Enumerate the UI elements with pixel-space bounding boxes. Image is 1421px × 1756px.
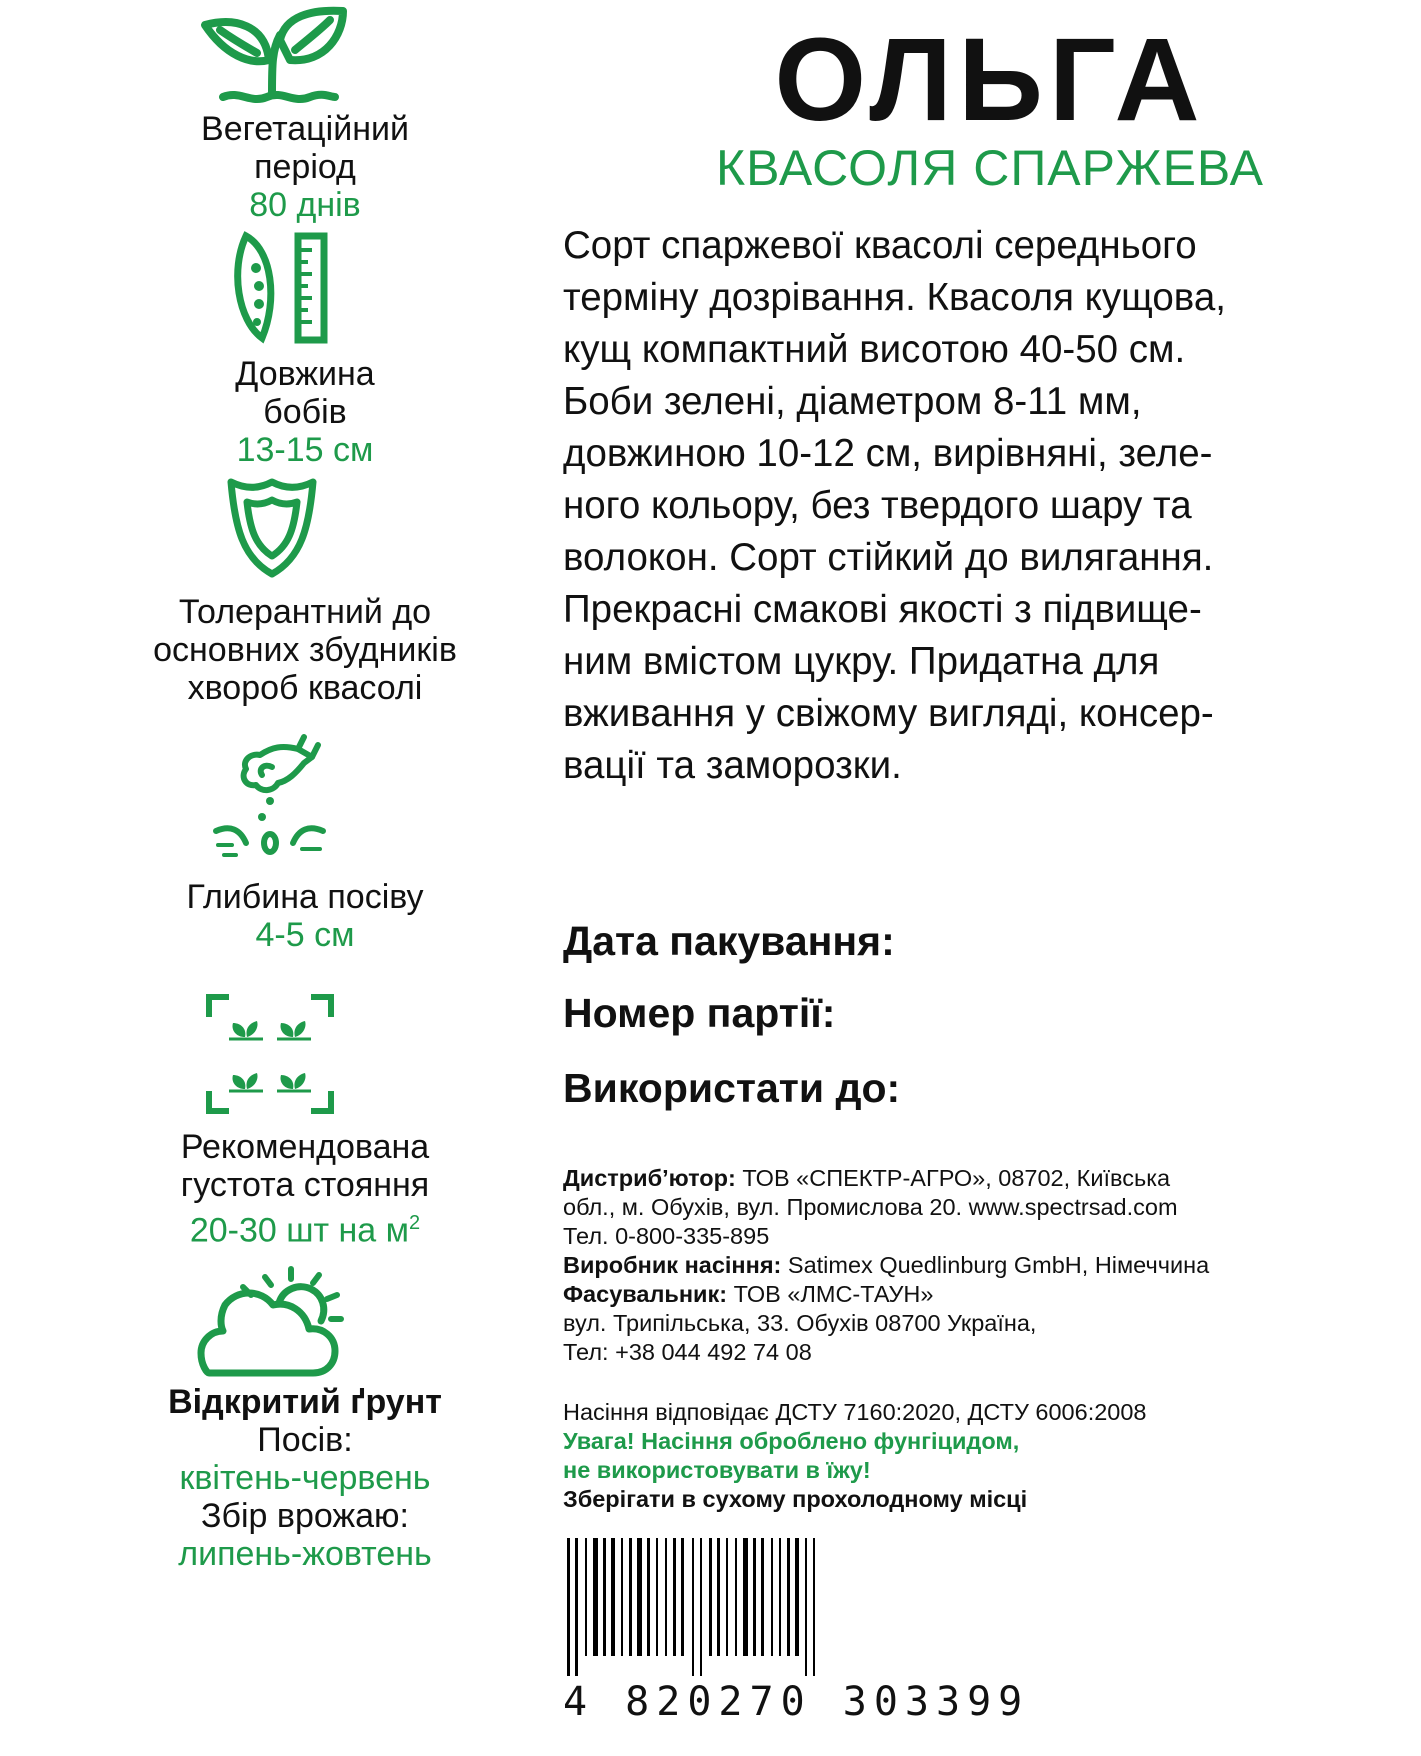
vegetation-value: 80 днів [249, 186, 361, 224]
description-line: вживання у свіжому вигляді, консер- [563, 692, 1214, 735]
pea-pod-ruler-icon [232, 230, 332, 345]
open-ground-title: Відкритий ґрунт [168, 1383, 442, 1421]
tolerance-label-1: Толерантний до [178, 593, 432, 631]
product-description [563, 220, 1403, 792]
packer-line [563, 1280, 1403, 1309]
tolerance-feature [0, 593, 610, 707]
warning-line-1: Увага! Насіння оброблено фунгіцидом, [563, 1428, 1020, 1454]
plant-grid-icon [205, 993, 335, 1115]
pod-length-feature [0, 355, 610, 469]
vegetation-label-1: Вегетаційний [201, 110, 409, 148]
features-column [0, 0, 610, 1756]
harvest-months: липень-жовтень [178, 1535, 432, 1573]
distributor-line [563, 1164, 1403, 1193]
pod-length-label-1: Довжина [235, 355, 375, 393]
description-line: ного кольору, без твердого шару та [563, 484, 1192, 527]
density-value-sup: 2 [409, 1212, 421, 1234]
description-line: волокон. Сорт стійкий до вилягання. [563, 536, 1214, 579]
product-type: КВАСОЛЯ СПАРЖЕВА [716, 140, 1264, 196]
shield-icon [225, 478, 320, 578]
sowing-depth-value: 4-5 см [255, 916, 355, 954]
sowing-label: Посів: [257, 1421, 353, 1459]
description-line: Прекрасні смакові якості з підвище- [563, 588, 1202, 631]
pod-length-label-2: бобів [263, 393, 347, 431]
density-label-2: густота стояння [180, 1166, 430, 1204]
packer-label: Фасувальник: [563, 1281, 728, 1307]
description-line: кущ компактний висотою 40-50 см. [563, 328, 1186, 371]
barcode [563, 1538, 1003, 1683]
sun-cloud-icon [195, 1265, 345, 1380]
distributor-value: ТОВ «СПЕКТР-АГРО», 08702, Київська [735, 1165, 1171, 1191]
description-line: ним вмістом цукру. Придатна для [563, 640, 1160, 683]
warning-line-2: не використовувати в їжу! [563, 1457, 871, 1483]
use-before-field: Використати до: [563, 1065, 901, 1111]
vegetation-feature [0, 110, 610, 224]
sowing-depth-label: Глибина посіву [186, 878, 424, 916]
pack-date-field: Дата пакування: [563, 918, 895, 964]
packer-phone: Тел: +38 044 492 74 08 [563, 1339, 812, 1365]
barcode-digits: 4 820270 303399 [563, 1679, 1030, 1725]
standard-text: Насіння відповідає ДСТУ 7160:2020, ДСТУ 6006:2008 [563, 1399, 1147, 1425]
vegetation-label-2: період [254, 148, 356, 186]
density-feature [0, 1128, 610, 1249]
producer-label: Виробник насіння: [563, 1252, 782, 1278]
harvest-label: Збір врожаю: [200, 1497, 410, 1535]
tolerance-label-3: хвороб квасолі [187, 669, 423, 707]
sowing-months: квітень-червень [179, 1459, 431, 1497]
storage-text: Зберігати в сухому прохолодному місці [563, 1486, 1028, 1512]
hand-sowing-icon [212, 733, 327, 863]
description-line: Боби зелені, діаметром 8-11 мм, [563, 380, 1142, 423]
producer-value: Satimex Quedlinburg GmbH, Німеччина [781, 1252, 1210, 1278]
description-line: Сорт спаржевої квасолі середнього [563, 224, 1197, 267]
producer-line [563, 1251, 1403, 1280]
regulatory-info [563, 1398, 1403, 1514]
density-label-1: Рекомендована [180, 1128, 430, 1166]
distributor-label: Дистриб’ютор: [563, 1165, 736, 1191]
packer-value: ТОВ «ЛМС-ТАУН» [727, 1281, 934, 1307]
company-info [563, 1164, 1403, 1367]
distributor-phone: Тел. 0-800-335-895 [563, 1223, 770, 1249]
tolerance-label-2: основних збудників [153, 631, 457, 669]
open-ground-feature [0, 1383, 610, 1573]
distributor-address: обл., м. Обухів, вул. Промислова 20. www.spectrsad.com [563, 1194, 1178, 1220]
packer-address: вул. Трипільська, 33. Обухів 08700 Україна, [563, 1310, 1037, 1336]
product-name: ОЛЬГА [774, 14, 1206, 146]
description-line: довжиною 10-12 см, вирівняні, зеле- [563, 432, 1213, 475]
density-value-row [0, 1204, 610, 1249]
density-value: 20-30 шт на м [189, 1211, 410, 1250]
sprout-icon [195, 5, 350, 105]
description-line: вації та заморозки. [563, 744, 902, 787]
batch-number-field: Номер партії: [563, 990, 836, 1036]
pod-length-value: 13-15 см [236, 431, 374, 469]
sowing-depth-feature [0, 878, 610, 954]
description-line: терміну дозрівання. Квасоля кущова, [563, 276, 1226, 319]
